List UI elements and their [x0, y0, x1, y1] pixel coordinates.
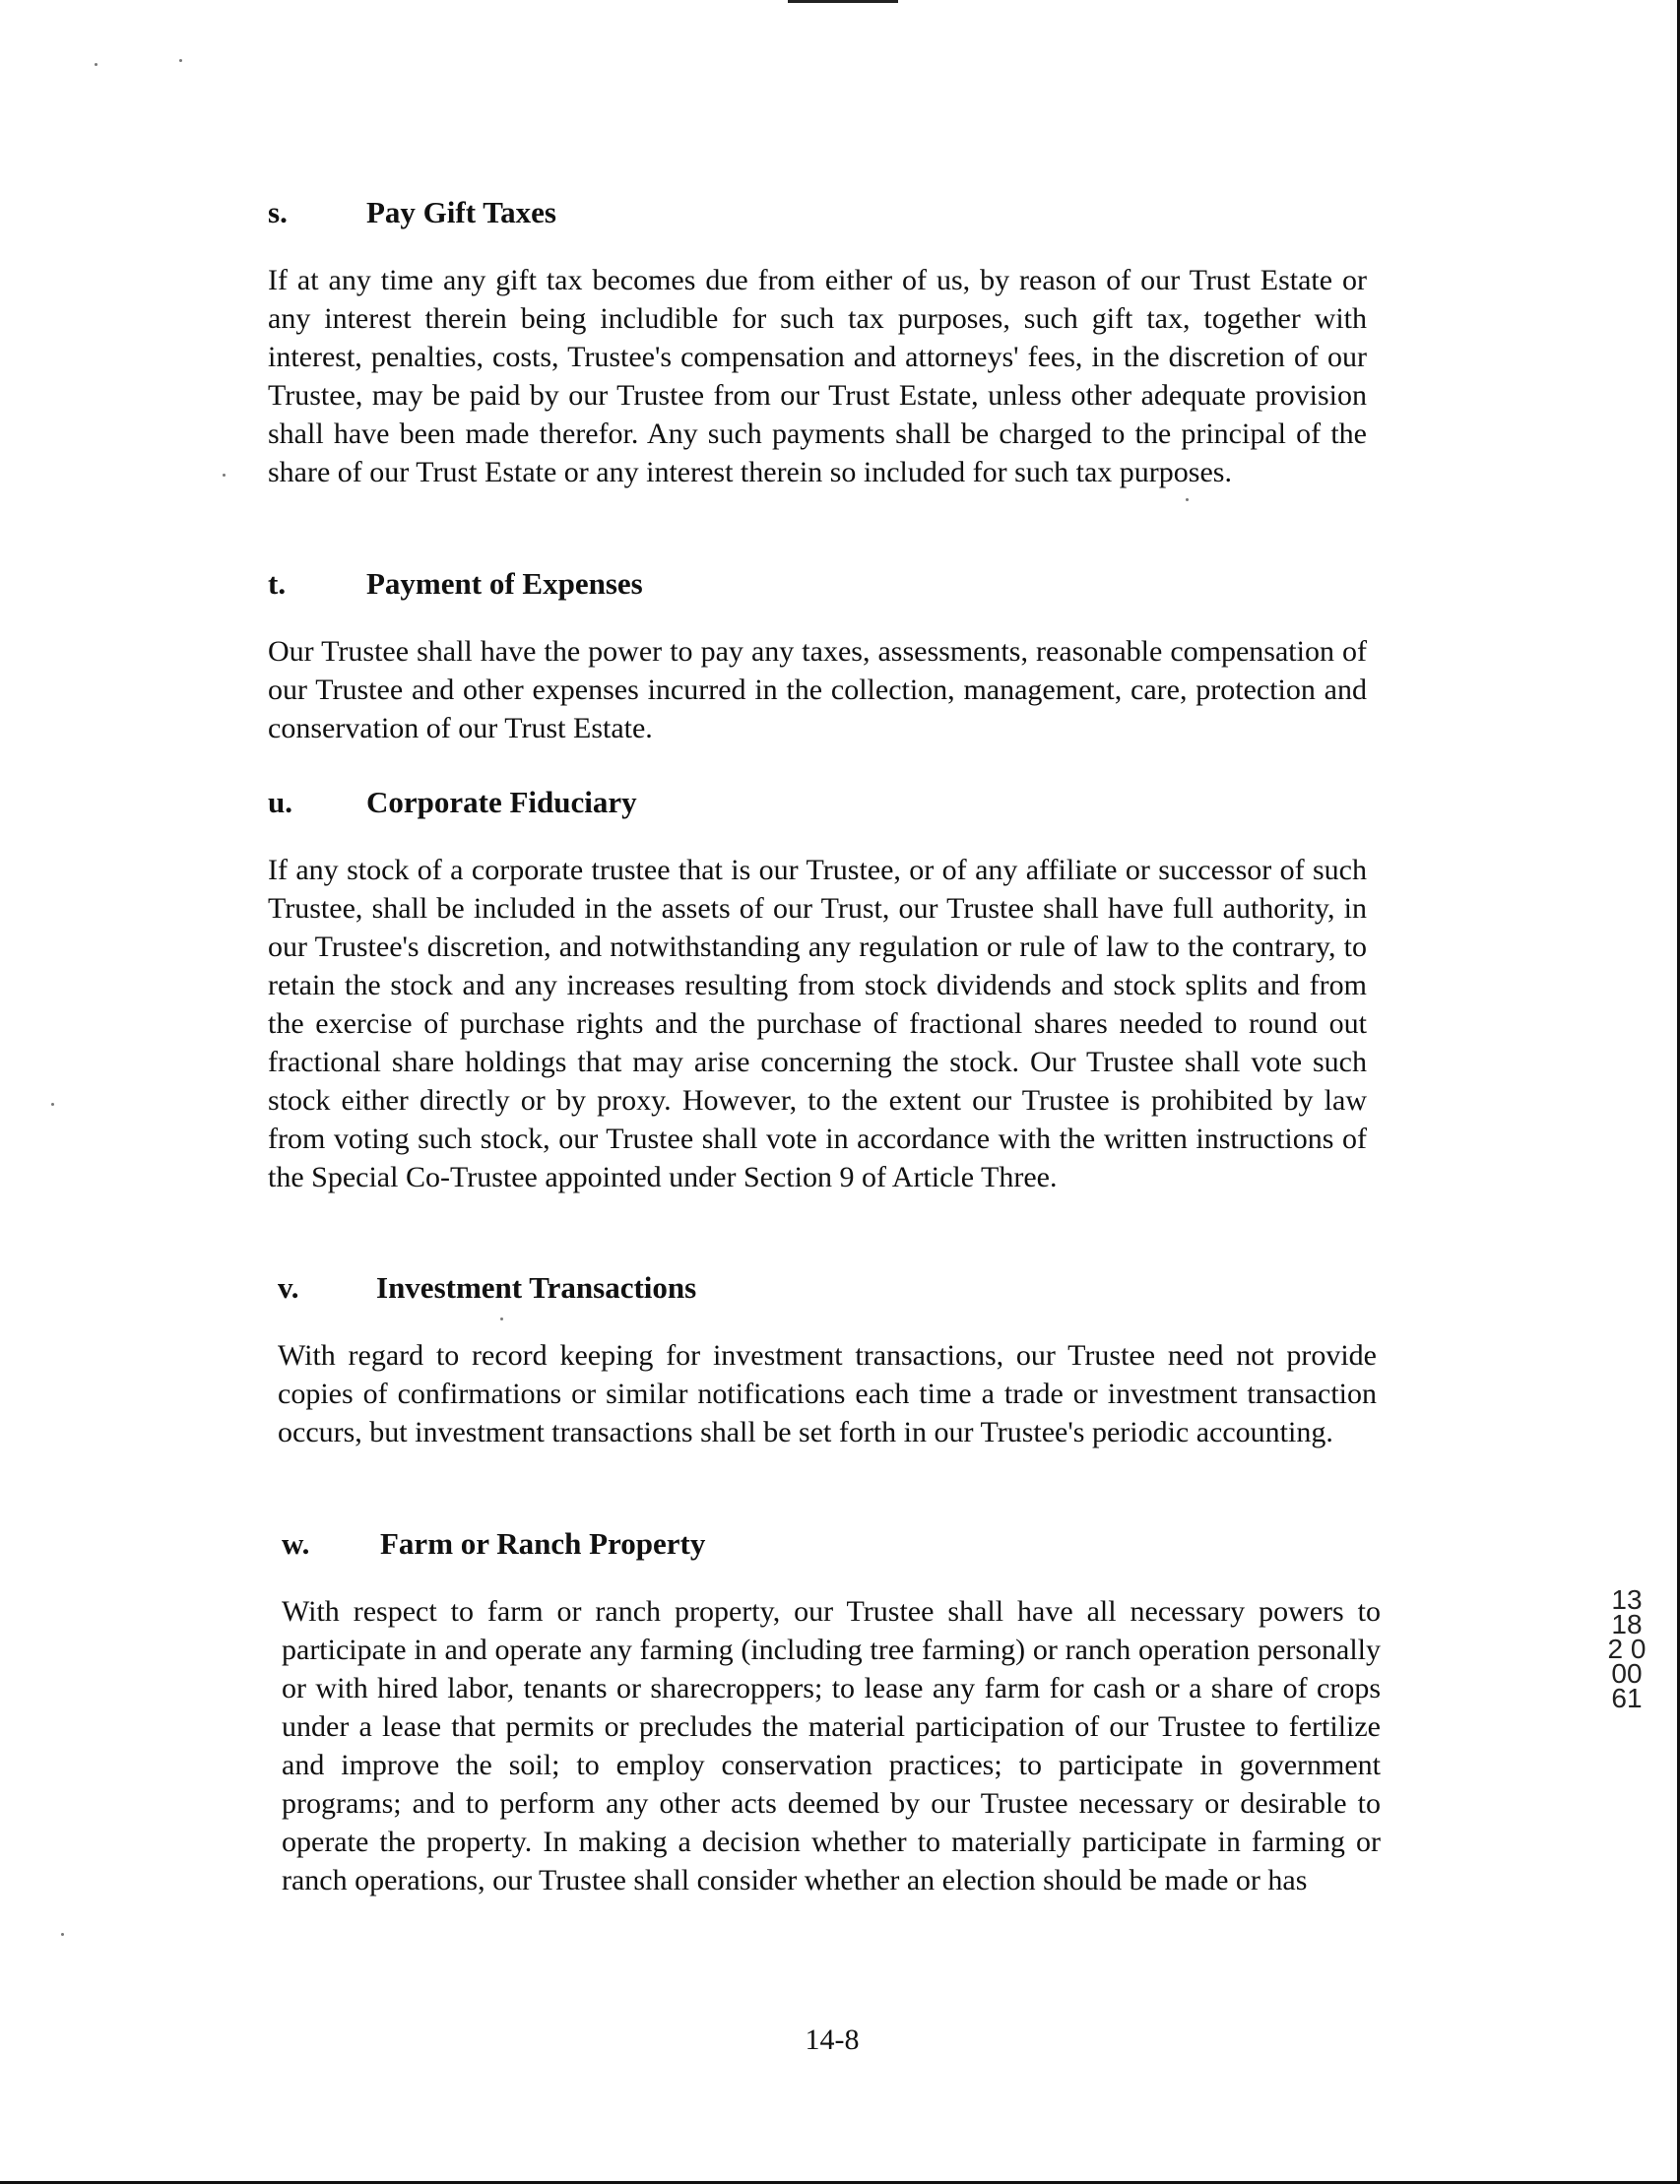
section-corporate-fiduciary: [268, 784, 1367, 1196]
section-letter: s.: [268, 195, 288, 229]
section-letter: v.: [278, 1270, 299, 1305]
page-number: 14-8: [805, 2023, 860, 2056]
section-investment-transactions: [278, 1269, 1377, 1451]
section-heading: [268, 194, 1367, 231]
section-letter: u.: [268, 785, 292, 819]
section-pay-gift-taxes: [268, 194, 1367, 491]
section-letter: t.: [268, 566, 287, 601]
section-title: Pay Gift Taxes: [366, 195, 556, 229]
section-heading: [278, 1269, 1377, 1307]
section-body: Our Trustee shall have the power to pay any taxes, assessments, reasonable compensation of our Trustee and other expenses incurred in the collection, management, care, protection and conservation of our Trust Estate.: [268, 635, 1367, 744]
section-heading: [268, 784, 1367, 821]
scan-speck: [179, 59, 182, 62]
section-heading: [268, 565, 1367, 603]
scan-speck: [1186, 498, 1189, 501]
scan-speck: [61, 1933, 64, 1936]
section-body: With respect to farm or ranch property, our Trustee shall have all necessary powers to participate in and operate any farming (including tree farming) or ranch operation personally or with hired labor, tenants or sharecroppers; to lease any farm for cash or a share of crops under a lease that permits or precludes the material participation of our Trustee to fertilize and improve the soil; to employ conservation practices; to participate in government programs; and to perform any other acts deemed by our Trustee necessary or desirable to operate the property. In making a decision whether to materially participate in farming or ranch operations, our Trustee shall consider whether an election should be made or has: [282, 1595, 1381, 1896]
section-title: Farm or Ranch Property: [380, 1526, 706, 1561]
top-edge-mark: [788, 0, 898, 3]
section-body: With regard to record keeping for investment transactions, our Trustee need not provide copies of confirmations or similar notifications each time a trade or investment transaction occurs, but investment transactions shall be set forth in our Trustee's periodic accounting.: [278, 1339, 1377, 1448]
scan-speck: [51, 1103, 54, 1106]
section-title: Payment of Expenses: [366, 566, 643, 601]
section-heading: [282, 1525, 1381, 1563]
scan-speck: [223, 474, 226, 477]
section-letter: w.: [282, 1526, 310, 1561]
section-payment-of-expenses: [268, 565, 1367, 747]
section-body: If at any time any gift tax becomes due from either of us, by reason of our Trust Estate or any interest therein being includible for such tax purposes, such gift tax, together with interest, penalties, costs, Trustee's compensation and attorneys' fees, in the discretion of our Trustee, may be paid by our Trustee from our Trust Estate, unless other adequate provision shall have been made therefor. Any such payments shall be charged to the principal of the share of our Trust Estate or any interest therein so included for such tax purposes.: [268, 264, 1367, 488]
section-title: Corporate Fiduciary: [366, 785, 637, 819]
section-title: Investment Transactions: [376, 1270, 697, 1305]
scan-speck: [95, 63, 97, 66]
section-body: If any stock of a corporate trustee that is our Trustee, or of any affiliate or successor of such Trustee, shall be included in the assets of our Trust, our Trustee shall have full authority, in our Trustee's discretion, and notwithstanding any regulation or rule of law to the contrary, to retain the stock and any increases resulting from stock dividends and stock splits and from the exercise of purchase rights and the purchase of fractional shares needed to round out fractional share holdings that may arise concerning the stock. Our Trustee shall vote such stock either directly or by proxy. However, to the extent our Trustee is prohibited by law from voting such stock, our Trustee shall vote in accordance with the written instructions of the Special Co-Trustee appointed under Section 9 of Article Three.: [268, 854, 1367, 1193]
section-farm-or-ranch-property: [282, 1525, 1381, 1899]
bates-number: 13182 00061: [1607, 1584, 1647, 1713]
